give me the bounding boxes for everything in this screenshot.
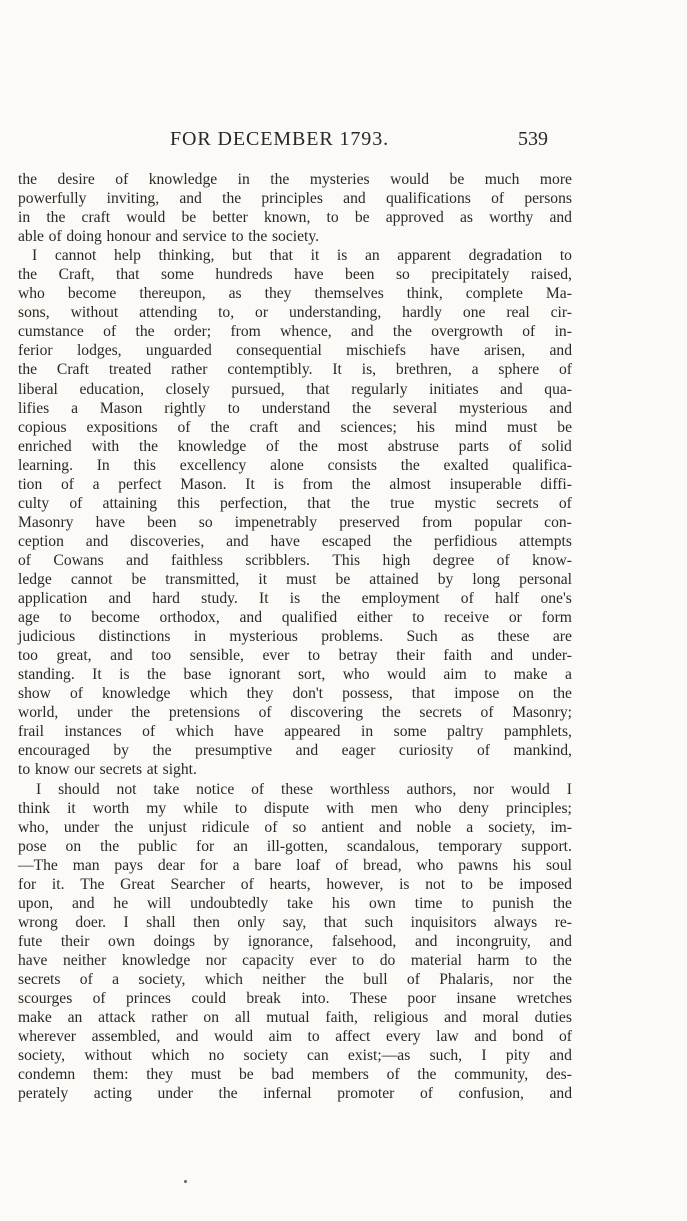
text-line-29: world, under the pretensions of discovering the secrets of Masonry; [18,704,572,722]
body-text [18,170,572,1103]
text-line-15: enriched with the knowledge of the most abstruse parts of solid [18,437,572,455]
text-line-21: of Cowans and faithless scribblers. This high degree of know- [18,551,572,569]
text-line-13: lifies a Mason rightly to understand the several mysterious and [18,399,572,417]
text-line-7: who become thereupon, as they themselves think, complete Ma- [18,285,572,303]
text-line-42: have neither knowledge nor capacity ever to do material harm to the [18,951,572,969]
text-line-16: learning. In this excellency alone consists the exalted qualifica- [18,456,572,474]
text-line-23: application and hard study. It is the employment of half one's [18,590,572,608]
text-line-20: ception and discoveries, and have escaped the perfidious attempts [18,532,572,550]
text-line-1: the desire of knowledge in the mysteries would be much more [18,171,572,188]
text-line-14: copious expositions of the craft and sciences; his mind must be [18,418,572,436]
text-line-39: upon, and he will undoubtedly take his own time to punish the [18,894,572,912]
text-line-10: ferior lodges, unguarded consequential mischiefs have arisen, and [18,342,572,360]
text-line-2: powerfully inviting, and the principles and qualifications of persons [18,190,572,208]
text-line-28: show of knowledge which they don't possess, that impose on the [18,685,572,703]
text-line-45: make an attack rather on all mutual faith, religious and moral duties [18,1009,572,1027]
text-line-5: I cannot help thinking, but that it is an apparent degradation to [32,247,572,265]
text-line-8: sons, without attending to, or understanding, hardly one real cir- [18,304,572,322]
text-line-22: ledge cannot be transmitted, it must be attained by long personal [18,570,572,588]
text-line-9: cumstance of the order; from whence, and the overgrowth of in- [18,323,572,341]
text-line-11: the Craft treated rather contemptibly. It is, brethren, a sphere of [18,361,572,379]
text-line-26: too great, and too sensible, ever to betray their faith and under- [18,647,572,665]
page-number: 539 [518,128,548,150]
text-line-46: wherever assembled, and would aim to affect every law and bond of [18,1028,572,1046]
text-line-6: the Craft, that some hundreds have been so precipitately raised, [18,266,572,284]
text-line-40: wrong doer. I shall then only say, that such inquisitors always re- [18,913,572,931]
ink-speck [184,1180,187,1183]
text-line-41: fute their own doings by ignorance, falsehood, and incongruity, and [18,932,572,950]
text-line-25: judicious distinctions in mysterious problems. Such as these are [18,628,572,646]
text-line-44: scourges of princes could break into. These poor insane wretches [18,990,572,1008]
text-line-31: encouraged by the presumptive and eager curiosity of mankind, [18,742,572,760]
text-line-32: to know our secrets at sight. [18,761,197,779]
text-line-27: standing. It is the base ignorant sort, who would aim to make a [18,666,572,684]
running-header [0,128,687,158]
text-line-33: I should not take notice of these worthless authors, nor would I [36,780,572,798]
text-line-17: tion of a perfect Mason. It is from the almost insuperable diffi- [18,475,572,493]
text-line-19: Masonry have been so impenetrably preserved from popular con- [18,513,572,531]
text-line-49: perately acting under the infernal promoter of confusion, and [18,1085,572,1103]
running-title: FOR DECEMBER 1793. [170,128,390,150]
text-line-30: frail instances of which have appeared in some paltry pamphlets, [18,723,572,741]
text-line-38: for it. The Great Searcher of hearts, however, is not to be imposed [18,875,572,893]
text-line-37: —The man pays dear for a bare loaf of bread, who pawns his soul [18,856,572,874]
text-line-47: society, without which no society can exist;—as such, I pity and [18,1047,572,1065]
text-line-48: condemn them: they must be bad members of the community, des- [18,1066,572,1084]
text-line-4: able of doing honour and service to the society. [18,228,320,246]
text-line-34: think it worth my while to dispute with men who deny principles; [18,799,572,817]
text-line-43: secrets of a society, which neither the bull of Phalaris, nor the [18,970,572,988]
text-line-3: in the craft would be better known, to be approved as worthy and [18,209,572,227]
text-line-36: pose on the public for an ill-gotten, scandalous, temporary support. [18,837,572,855]
text-line-12: liberal education, closely pursued, that regularly initiates and qua- [18,380,572,398]
text-line-24: age to become orthodox, and qualified either to receive or form [18,609,572,627]
text-line-18: culty of attaining this perfection, that the true mystic secrets of [18,494,572,512]
text-line-35: who, under the unjust ridicule of so antient and noble a society, im- [18,818,572,836]
